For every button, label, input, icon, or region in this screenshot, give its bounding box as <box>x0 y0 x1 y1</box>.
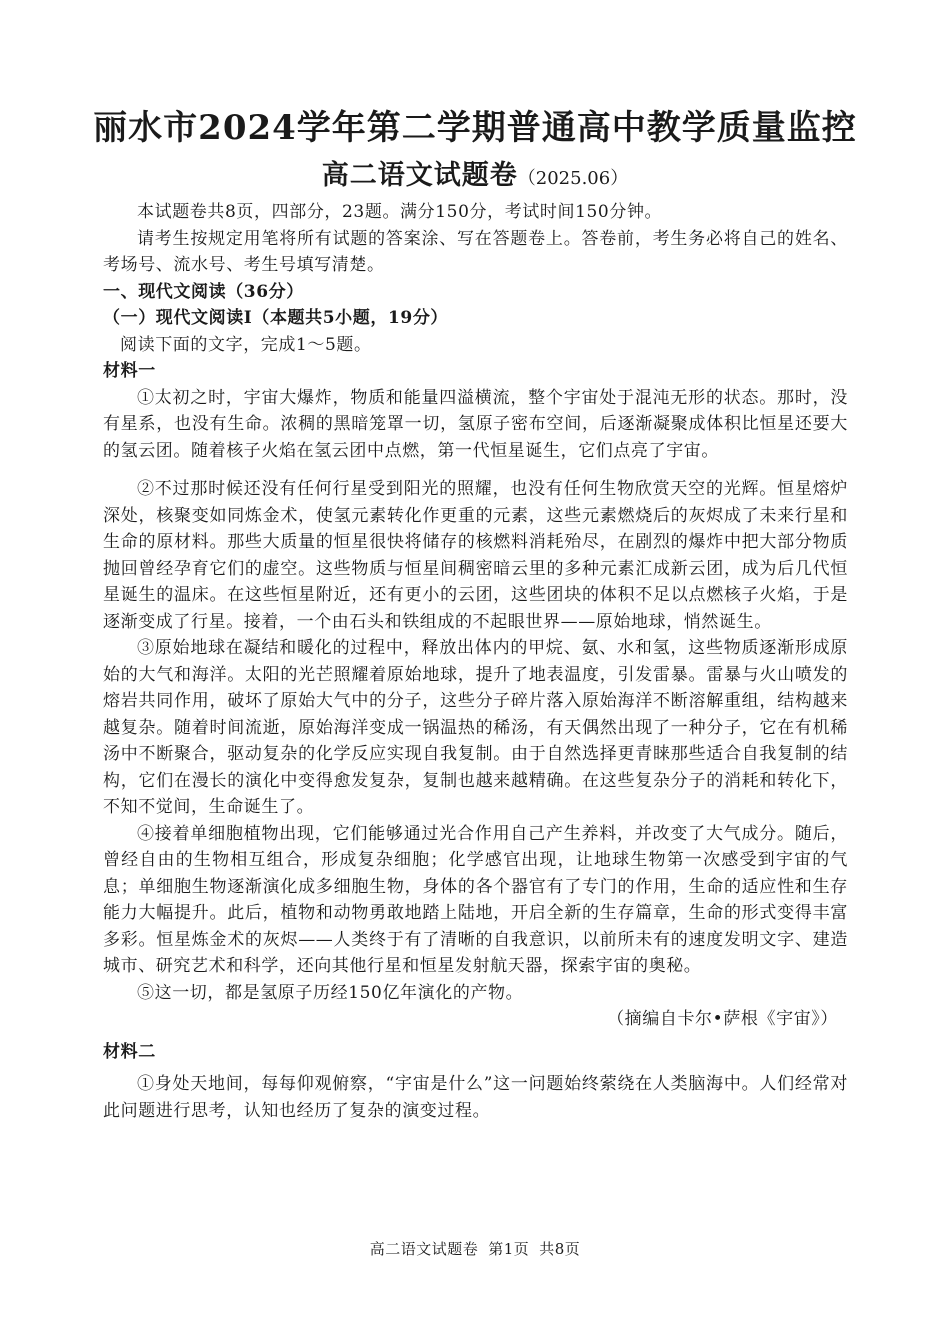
paragraph: ③原始地球在凝结和暖化的过程中，释放出体内的甲烷、氨、水和氢，这些物质逐渐形成原始的大气和海洋。太阳的光芒照耀着原始地球，提升了地表温度，引发雷暴。雷暴与火山喷发的熔岩共同作用，破坏了原始大气中的分子，这些分子碎片落入原始海洋不断溶解重组，结构越来越复杂。随着时间流逝，原始海洋变成一锅温热的稀汤，有天偶然出现了一种分子，它在有机稀汤中不断聚合，驱动复杂的化学反应实现自我复制。由于自然选择更青睐那些适合自我复制的结构，它们在漫长的演化中变得愈发复杂，复制也越来越精确。在这些复杂分子的消耗和转化下，不知不觉间，生命诞生了。 <box>103 638 848 817</box>
footer-exam-name: 高二语文试题卷 <box>369 1240 479 1258</box>
footer-page-number: 第1页 <box>488 1240 530 1258</box>
material-label: 材料一 <box>103 361 156 381</box>
paper-name: 高二语文试题卷 <box>321 160 518 191</box>
footer-total-pages: 共8页 <box>539 1240 581 1258</box>
paragraph: ②不过那时候还没有任何行星受到阳光的照耀，也没有任何生物欣赏天空的光辉。恒星熔炉深处，核聚变如同炼金术，使氢元素转化作更重的元素，这些元素燃烧后的灰烬成了未来行星和生命的原材料。那些大质量的恒星很快将储存的核燃料消耗殆尽，在剧烈的爆炸中把大部分物质抛回曾经孕育它们的虚空。这些物质与恒星间稠密暗云里的多种元素汇成新云团，成为后几代恒星诞生的温床。在这些恒星附近，还有更小的云团，这些团块的体积不足以点燃核子火焰，于是逐渐变成了行星。接着，一个由石头和铁组成的不起眼世界——原始地球，悄然诞生。 <box>103 479 848 632</box>
paragraph: ⑤这一切，都是氢原子历经150亿年演化的产物。 <box>137 982 524 1003</box>
exam-subtitle <box>0 158 950 197</box>
reading-prompt: 阅读下面的文字，完成1～5题。 <box>120 334 372 355</box>
subsection-title: （一）现代文阅读Ⅰ（本题共5小题，19分） <box>103 308 449 328</box>
page-footer <box>0 1238 950 1259</box>
paragraph: ①身处天地间，每每仰观俯察，“宇宙是什么”这一问题始终萦绕在人类脑海中。人们经常对此问题进行思考，认知也经历了复杂的演变过程。 <box>103 1074 848 1121</box>
exam-title: 丽水市2024学年第二学期普通高中教学质量监控 <box>93 108 857 148</box>
exam-body <box>103 199 848 1124</box>
instruction-line: 请考生按规定用笔将所有试题的答案涂、写在答题卷上。答卷前，考生务必将自己的姓名、考场号、流水号、考生号填写清楚。 <box>103 228 848 275</box>
source-citation: （摘编自卡尔•萨根《宇宙》） <box>607 1009 838 1029</box>
instruction-line: 本试题卷共8页，四部分，23题。满分150分，考试时间150分钟。 <box>137 202 663 222</box>
section-title: 一、现代文阅读（36分） <box>103 281 304 302</box>
exam-date: （2025.06） <box>517 168 629 189</box>
material-label: 材料二 <box>103 1041 156 1062</box>
paragraph: ④接着单细胞植物出现，它们能够通过光合作用自己产生养料，并改变了大气成分。随后，曾经自由的生物相互组合，形成复杂细胞；化学感官出现，让地球生物第一次感受到宇宙的气息；单细胞生物逐渐演化成多细胞生物，身体的各个器官有了专门的作用，生命的适应性和生存能力大幅提升。此后，植物和动物勇敢地踏上陆地，开启全新的生存篇章，生命的形式变得丰富多彩。恒星炼金术的灰烬——人类终于有了清晰的自我意识，以前所未有的速度发明文字、建造城市、研究艺术和科学，还向其他行星和恒星发射航天器，探索宇宙的奥秘。 <box>103 823 848 976</box>
paragraph: ①太初之时，宇宙大爆炸，物质和能量四溢横流，整个宇宙处于混沌无形的状态。那时，没有星系，也没有生命。浓稠的黑暗笼罩一切，氢原子密布空间，后逐渐凝聚成体积比恒星还要大的氢云团。随着核子火焰在氢云团中点燃，第一代恒星诞生，它们点亮了宇宙。 <box>103 387 848 461</box>
